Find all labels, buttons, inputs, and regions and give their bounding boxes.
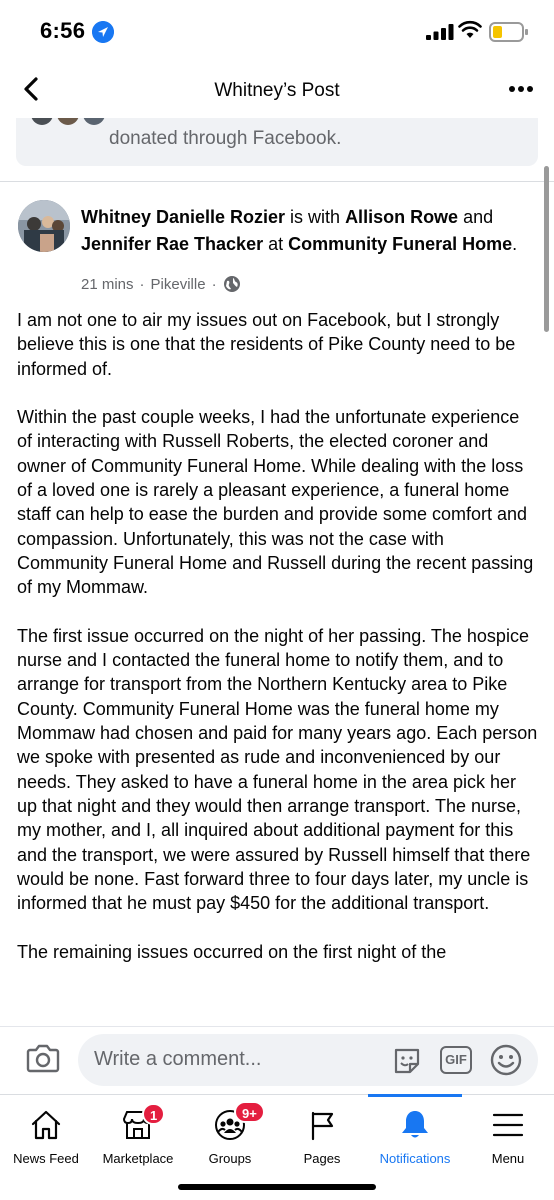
page-title: Whitney’s Post (214, 80, 340, 101)
gif-icon[interactable]: GIF (440, 1046, 472, 1074)
post-header-bar (0, 62, 554, 118)
comment-bar (0, 1026, 554, 1094)
post-timestamp[interactable]: 21 mins (81, 275, 134, 293)
notification-badge: 9+ (234, 1101, 265, 1123)
tab-menu[interactable] (462, 1095, 554, 1175)
wifi-icon (458, 20, 482, 40)
post-meta (81, 275, 241, 293)
scrollbar[interactable] (544, 166, 549, 332)
flag-icon (305, 1109, 339, 1141)
notification-badge: 1 (142, 1103, 165, 1125)
meta-separator: · (139, 275, 145, 293)
status-time: 6:56 (40, 18, 86, 43)
tab-marketplace[interactable] (92, 1095, 184, 1175)
battery-icon (489, 22, 529, 42)
author-avatar[interactable] (18, 200, 70, 252)
tab-news-feed[interactable] (0, 1095, 92, 1175)
tagged-person-1[interactable]: Allison Rowe (345, 207, 459, 227)
tab-notifications[interactable] (368, 1095, 462, 1175)
period: . (512, 234, 518, 254)
bell-icon (398, 1109, 432, 1141)
cellular-signal-icon (426, 24, 454, 40)
tab-label: Pages (303, 1151, 341, 1166)
avatar-stack-icon (30, 118, 120, 126)
post-paragraph: Within the past couple weeks, I had the unfortunate experience of interacting with Russell Roberts, the elected coroner and owner of Community Funeral Home. While dealing with the loss of a loved one is rarely a pleasant experience, a funeral home staff can help to ease the burden and provide some comfort and compassion. Unfortunately, this was not the case with Community Funeral Home and Russell during the recent passing of my Mommaw. (17, 407, 534, 598)
emoji-icon[interactable] (490, 1044, 522, 1076)
comment-placeholder: Write a comment... (94, 1048, 262, 1070)
post-body (17, 308, 539, 1026)
location-arrow-icon (92, 21, 114, 43)
post-paragraph: The remaining issues occurred on the first night of the (17, 941, 447, 962)
author-name[interactable]: Whitney Danielle Rozier (81, 207, 286, 227)
tab-pages[interactable] (276, 1095, 368, 1175)
tab-label: Notifications (379, 1151, 451, 1166)
sticker-icon[interactable] (392, 1046, 422, 1076)
avatar-photo-icon (18, 200, 70, 252)
globe-icon (223, 275, 241, 293)
previous-post-card[interactable] (16, 118, 538, 166)
tab-label: Groups (208, 1151, 252, 1166)
tab-label: Menu (491, 1151, 525, 1166)
previous-post-text: donated through Facebook. (109, 128, 342, 149)
meta-separator: · (211, 275, 217, 293)
camera-icon[interactable] (26, 1043, 60, 1073)
status-bar (0, 0, 554, 62)
comment-input[interactable] (78, 1034, 538, 1086)
tagged-place[interactable]: Community Funeral Home (288, 234, 513, 254)
tagged-person-2[interactable]: Jennifer Rae Thacker (81, 234, 264, 254)
tab-label: News Feed (13, 1151, 79, 1166)
and-text: and (458, 207, 494, 227)
hamburger-icon (491, 1109, 525, 1141)
post-paragraph: The first issue occurred on the night of her passing. The hospice nurse and I contacted the funeral home to notify them, and to arrange for transport from the Northern Kentucky area to Pike County. Community Funeral Home was the funeral home my Mommaw had chosen and paid for many years ago. Each person we spoke with presented as rude and inconvenienced by our needs. They asked to have a funeral home in the area pick her up that night and they would then arrange transport. The nurse, my mother, and I, all inquired about additional payment for this and the transport, we were assured by Russell himself that there would be none. Fast forward three to four days later, my uncle is informed that he must pay $450 for the additional transport. (17, 625, 538, 914)
post-author-line (81, 204, 521, 258)
with-text: is with (285, 207, 346, 227)
tab-groups[interactable] (184, 1095, 276, 1175)
divider (0, 181, 554, 182)
more-options-icon[interactable] (508, 82, 534, 96)
tab-label: Marketplace (102, 1151, 174, 1166)
post-paragraph: I am not one to air my issues out on Facebook, but I strongly believe this is one that the residents of Pike County need to be informed of. (17, 310, 516, 379)
post-location[interactable]: Pikeville (150, 275, 206, 293)
home-icon (29, 1109, 63, 1141)
at-text: at (263, 234, 289, 254)
home-indicator[interactable] (178, 1184, 376, 1190)
